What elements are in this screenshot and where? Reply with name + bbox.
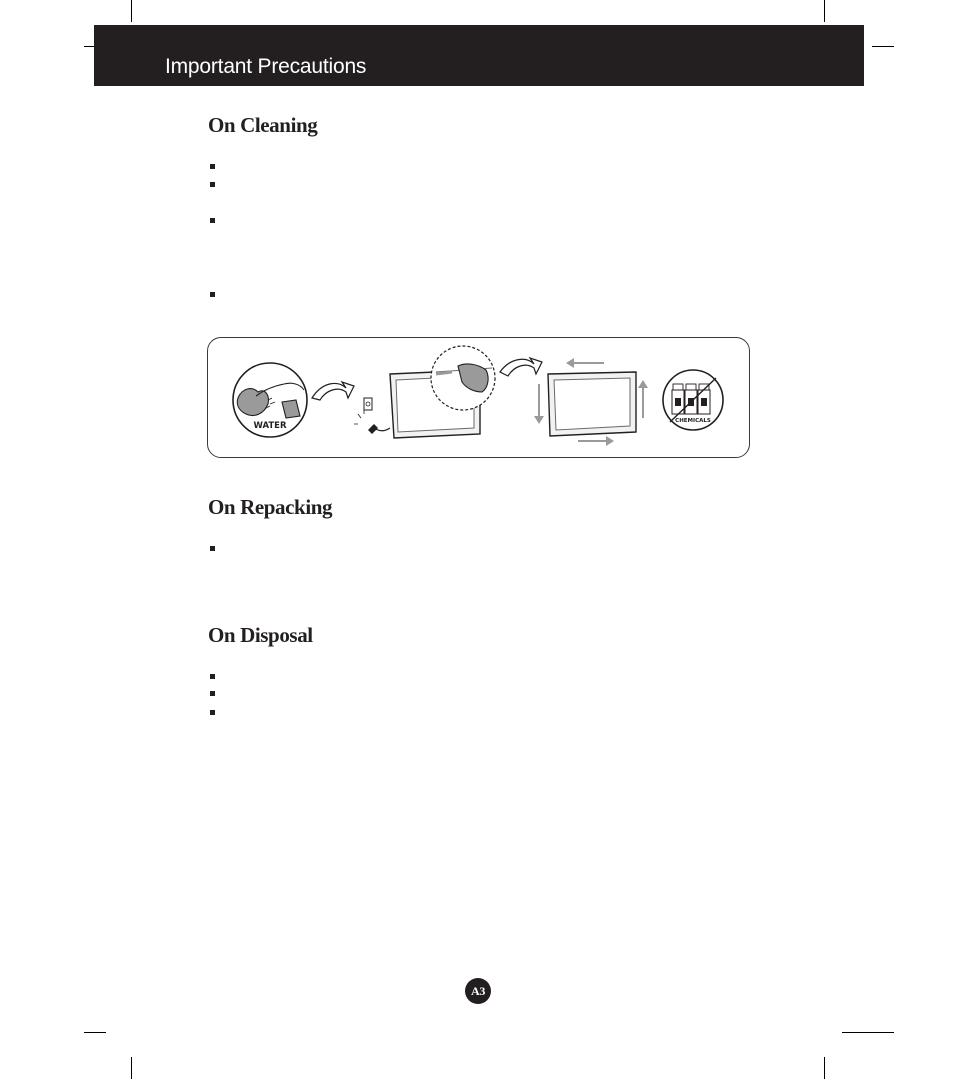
crop-mark-top-left-v [131, 0, 132, 22]
crop-mark-top-right-v [824, 0, 825, 22]
bullet-marker [210, 292, 215, 297]
water-cloth-icon [233, 363, 307, 437]
page-number-badge: A3 [465, 978, 491, 1004]
bullet-marker [210, 182, 215, 187]
water-label: WATER [253, 421, 287, 431]
curved-arrow-icon [500, 358, 542, 376]
wipe-hand-icon [431, 346, 495, 410]
crop-mark-bottom-right-h [842, 1032, 894, 1033]
cleaning-illustration-graphic [208, 338, 751, 459]
bullet-marker [210, 674, 215, 679]
chemicals-label: CHEMICALS [675, 418, 711, 424]
bullet-marker [210, 691, 215, 696]
cleaning-illustration [207, 337, 750, 458]
bullet-marker [210, 164, 215, 169]
curved-arrow-icon [312, 382, 354, 400]
arrow-up-icon [638, 380, 648, 418]
header-bar [94, 25, 864, 86]
crop-mark-bottom-left-v [131, 1057, 132, 1079]
section-title-repacking: On Repacking [208, 495, 333, 519]
no-chemicals-icon [663, 370, 723, 430]
bullet-marker [210, 710, 215, 715]
bullet-marker [210, 218, 215, 223]
crop-mark-bottom-right-v [824, 1057, 825, 1079]
power-plug-icon [354, 398, 390, 434]
section-title-disposal: On Disposal [208, 623, 313, 647]
section-title-cleaning: On Cleaning [208, 113, 318, 137]
crop-mark-bottom-left-h [84, 1032, 106, 1033]
crop-mark-top-right-h [872, 46, 894, 47]
monitor-icon [548, 372, 636, 436]
header-title: Important Precautions [165, 55, 367, 78]
arrow-right-icon [578, 436, 614, 446]
arrow-down-icon [534, 384, 544, 424]
bullet-marker [210, 546, 215, 551]
arrow-left-icon [566, 358, 604, 368]
